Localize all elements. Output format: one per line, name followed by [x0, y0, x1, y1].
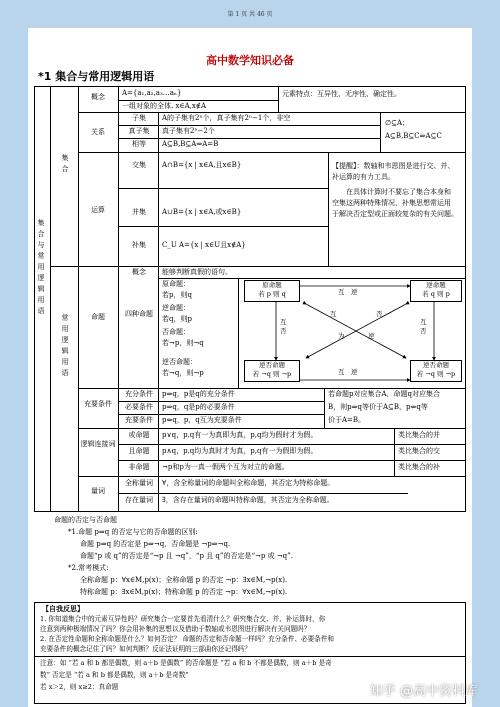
- row-line: [118, 188, 328, 189]
- ops-right-col: [328, 152, 329, 266]
- negation-line-4: *2.常考模式:: [68, 564, 109, 572]
- row-line: [118, 493, 408, 494]
- row-line: [118, 125, 380, 126]
- contra-prop-b: 若¬q，则¬p: [162, 369, 204, 377]
- connective-label: 逻辑连接词: [80, 440, 116, 448]
- diagram-neg-box: 逆否命题 若 ¬q 则 ¬p: [244, 360, 300, 382]
- concept-right-col: [278, 86, 279, 112]
- sufficient-label: 充分条件: [125, 390, 153, 398]
- cond-right-2: B，则p⇒q等价于A⊆B，p⇔q等: [328, 403, 428, 411]
- row-line: [118, 444, 466, 445]
- complement-label: 补集: [132, 241, 146, 249]
- diagram-top-label: 互 逆: [338, 288, 358, 296]
- relation-right-1: ∅⊆A；: [385, 119, 410, 127]
- four-props-label: 四种命题: [125, 310, 153, 318]
- reflection-heading: 【自我反思】: [42, 604, 84, 613]
- conv-prop-a: 逆命题：: [162, 304, 190, 312]
- page-header: 第 1 页 共 46 页: [227, 11, 273, 18]
- row-line: [118, 138, 380, 139]
- neg-prop-b: 若¬p，则¬q: [162, 339, 204, 347]
- existential-label: 存在量词: [125, 496, 153, 504]
- not-prop-right: 类比集合的补: [398, 463, 440, 471]
- row-line: [118, 460, 466, 461]
- reflection-item-1: 1. 你知道集合中的元素互异性吗？研究集合一定要首先看清什么？研究集合交、并、补运算时，你: [40, 615, 326, 623]
- row-line: [78, 388, 466, 389]
- intersection-text: A∩B={x | x∈A,且x∈B}: [162, 161, 242, 169]
- diagram-conv-box: 逆命题 若 q 则 p: [410, 280, 462, 302]
- not-prop-label: 非命题: [128, 463, 150, 471]
- proper-subset-text: 真子集有2ⁿ−2个: [162, 127, 215, 135]
- diagram-contra-box: 逆否命题 若 ¬q 则 ¬p: [410, 360, 462, 382]
- or-prop-label: 或命题: [128, 431, 150, 439]
- proposition-label: 命题: [91, 313, 105, 321]
- reflection-item-3: 2. 在否定性命题和全称命题是什么？如何否定？ 命题的否定和否命题一样吗？充分条件、必要条件和: [40, 635, 335, 643]
- diagram-right-label: 互 否: [420, 318, 427, 335]
- tip-line-2: 补运算的有力工具。: [332, 173, 395, 181]
- proper-subset-label: 真子集: [128, 127, 150, 135]
- or-prop-right: 类比集合的并: [398, 431, 440, 439]
- tip-line-1: 【提醒】：数轴和韦恩图是进行交、并、: [332, 162, 455, 170]
- document-page: [28, 28, 472, 707]
- diagram-diag-1: 互: [330, 310, 337, 318]
- set-bottom-line: [50, 266, 466, 267]
- orig-prop-b: 若p，则q: [162, 291, 192, 299]
- relation-right-2: A⊆B,B⊆C⇒A⊆C: [385, 132, 442, 140]
- condition-label: 充要条件: [84, 400, 112, 408]
- necessary-label: 必要条件: [125, 403, 153, 411]
- row-line: [158, 278, 466, 279]
- diagram-orig-box: 原命题 若 p 则 q: [244, 280, 300, 302]
- relation-right-col: [380, 112, 381, 152]
- equal-text: A⊆B,B⊆A⇔A=B: [162, 140, 219, 148]
- four-proposition-diagram: [242, 280, 464, 388]
- cond-right-col: [324, 388, 325, 428]
- row-line: [78, 476, 466, 477]
- universal-text: ∀，含全称量词的命题叫全称命题，其否定为特称命题。: [162, 479, 335, 487]
- conv-prop-b: 若q，则p: [162, 315, 192, 323]
- negation-line-5: 全称命题 p：∀x∈M,p(x)；全称命题 p 的否定 ¬p：∃x∈M,¬p(x).: [80, 576, 288, 584]
- page-title: 高中数学知识必备: [206, 54, 294, 67]
- complement-text: C_U A={x | x∈U且x∉A}: [162, 241, 246, 249]
- necessary-text: p⇒q，q是p的必要条件: [162, 403, 235, 411]
- logic-label: 常用逻辑用语: [61, 314, 69, 377]
- relation-sub-col: [158, 112, 159, 266]
- section-heading: *1 集合与常用逻辑用语: [38, 70, 155, 83]
- row-line: [118, 401, 324, 402]
- diagram-diag-3: 否: [376, 310, 383, 318]
- universal-label: 全称量词: [125, 479, 153, 487]
- reflection-note-2: 数” 否定是 “若 a 和 b 都是偶数，则 a＋b 是奇数”: [40, 671, 189, 679]
- or-prop-text: p∨q，p,q有一为真即为真，p,q均为假时才为假。: [162, 431, 318, 439]
- tip-line-3: 在具体计算时不要忘了集合本身和: [332, 188, 451, 196]
- and-prop-label: 且命题: [128, 447, 150, 455]
- concept-formula: A={a₁,a₂,a₃…aₙ}: [122, 89, 182, 97]
- outer-label: 集合与常用逻辑用语: [37, 219, 45, 315]
- watermark: 知乎 @高中资料库: [369, 684, 478, 699]
- cond-right-3: 价于A=B。: [328, 416, 366, 424]
- iff-text: p⇔q，p，q互为充要条件: [162, 416, 242, 424]
- reflection-note-3: 若 x＞2，则 x≥2：真命题: [40, 683, 119, 691]
- diagram-diag-4: 逆: [368, 332, 375, 340]
- concept-label: 概念: [91, 93, 105, 101]
- concept-features: 元素特点：互异性、无序性、确定性。: [282, 90, 401, 98]
- label-col-line: [118, 86, 119, 266]
- tip-line-4: 空集这两种特殊情况，补集思想常运用: [332, 199, 451, 207]
- sufficient-text: p⇒q，p是q的充分条件: [162, 390, 235, 398]
- reflection-divider: [34, 656, 466, 657]
- neg-prop-a: 否命题：: [162, 328, 190, 336]
- reflection-note-1: 注意：如 “若 a 和 b 都是偶数，则 a＋b 是偶数” 的否命题是 “若 a 和 b 不都是偶数，则 a＋b 是奇: [40, 659, 332, 667]
- prop-concept-text: 能够判断真假的语句。: [162, 268, 232, 276]
- cond-right-1: 若命题p对应集合A，命题q对应集合: [328, 390, 441, 398]
- row-line: [78, 428, 466, 429]
- set-label: 集合: [61, 154, 69, 173]
- set-col-line: [78, 86, 79, 266]
- reflection-item-2: 注意到两种极端情况了吗？你会用补集的思想以及借助于数轴或韦恩图进行解决有关问题吗？: [40, 625, 311, 633]
- intersection-label: 交集: [132, 161, 146, 169]
- row-line: [78, 152, 466, 153]
- existential-text: ∃，含存在量词的命题叫特称命题，其否定为全称命题。: [162, 496, 334, 504]
- diagram-diag-2: 为: [338, 332, 345, 340]
- concept-split: [118, 100, 278, 101]
- union-text: A∪B={x | x∈A,或x∈B}: [162, 208, 242, 216]
- operation-label: 运算: [91, 206, 105, 214]
- negation-line-1: *1.命题 p⇒q 的否定与它的否命题的区别:: [68, 528, 198, 536]
- orig-prop-a: 原命题：: [162, 280, 190, 288]
- and-prop-text: p∧q，p,q均为真时才为真，p,q有一为假即为假。: [162, 447, 318, 455]
- negation-line-3: 命题“p 或 q”的否定是“¬p 且 ¬q”，“p 且 q”的否定是“¬p 或 ¬q”.: [80, 552, 293, 560]
- subset-label: 子集: [132, 114, 146, 122]
- row-line: [78, 112, 466, 113]
- concept-desc: 一组对象的全体. x∈A,x∉A: [122, 102, 207, 110]
- quantifier-label: 量词: [91, 487, 105, 495]
- conn-right-col: [394, 428, 395, 476]
- outer-col-line: [50, 86, 51, 512]
- relation-label: 关系: [91, 128, 105, 136]
- reflection-item-4: 充要条件的概念记住了吗？如何判断？反证法证明的三部曲你还记得吗？: [40, 645, 251, 653]
- not-prop-text: ¬p和p为一真一假两个互为对立的命题。: [162, 463, 289, 471]
- equal-label: 相等: [132, 140, 146, 148]
- row-line: [118, 226, 328, 227]
- prop-concept-label: 概念: [132, 268, 146, 276]
- subset-text: A的子集有2ⁿ个，真子集有2ⁿ−1个，非空: [162, 114, 291, 122]
- negation-line-2: 命题 p⇒q 的否定是 p⇒¬q，否命题是 ¬p⇒¬q.: [80, 540, 231, 548]
- contra-prop-a: 逆否命题：: [162, 358, 197, 366]
- diagram-bottom-label: 互 逆: [338, 368, 358, 376]
- negation-heading: 命题的否定与否命题: [54, 516, 117, 524]
- iff-label: 充要条件: [125, 416, 153, 424]
- prop-text-col: [238, 278, 239, 388]
- union-label: 并集: [132, 208, 146, 216]
- negation-line-6: 特称命题 p：∃x∈M,p(x)；特称命题 p 的否定 ¬p：∀x∈M,¬p(x).: [80, 588, 288, 596]
- row-line: [118, 414, 324, 415]
- diagram-left-label: 互 否: [280, 318, 287, 335]
- tip-line-5: 于解决否定型或正面较复杂的有关问题。: [332, 210, 458, 218]
- and-prop-right: 类比集合的交: [398, 447, 440, 455]
- header-rule: [28, 26, 472, 27]
